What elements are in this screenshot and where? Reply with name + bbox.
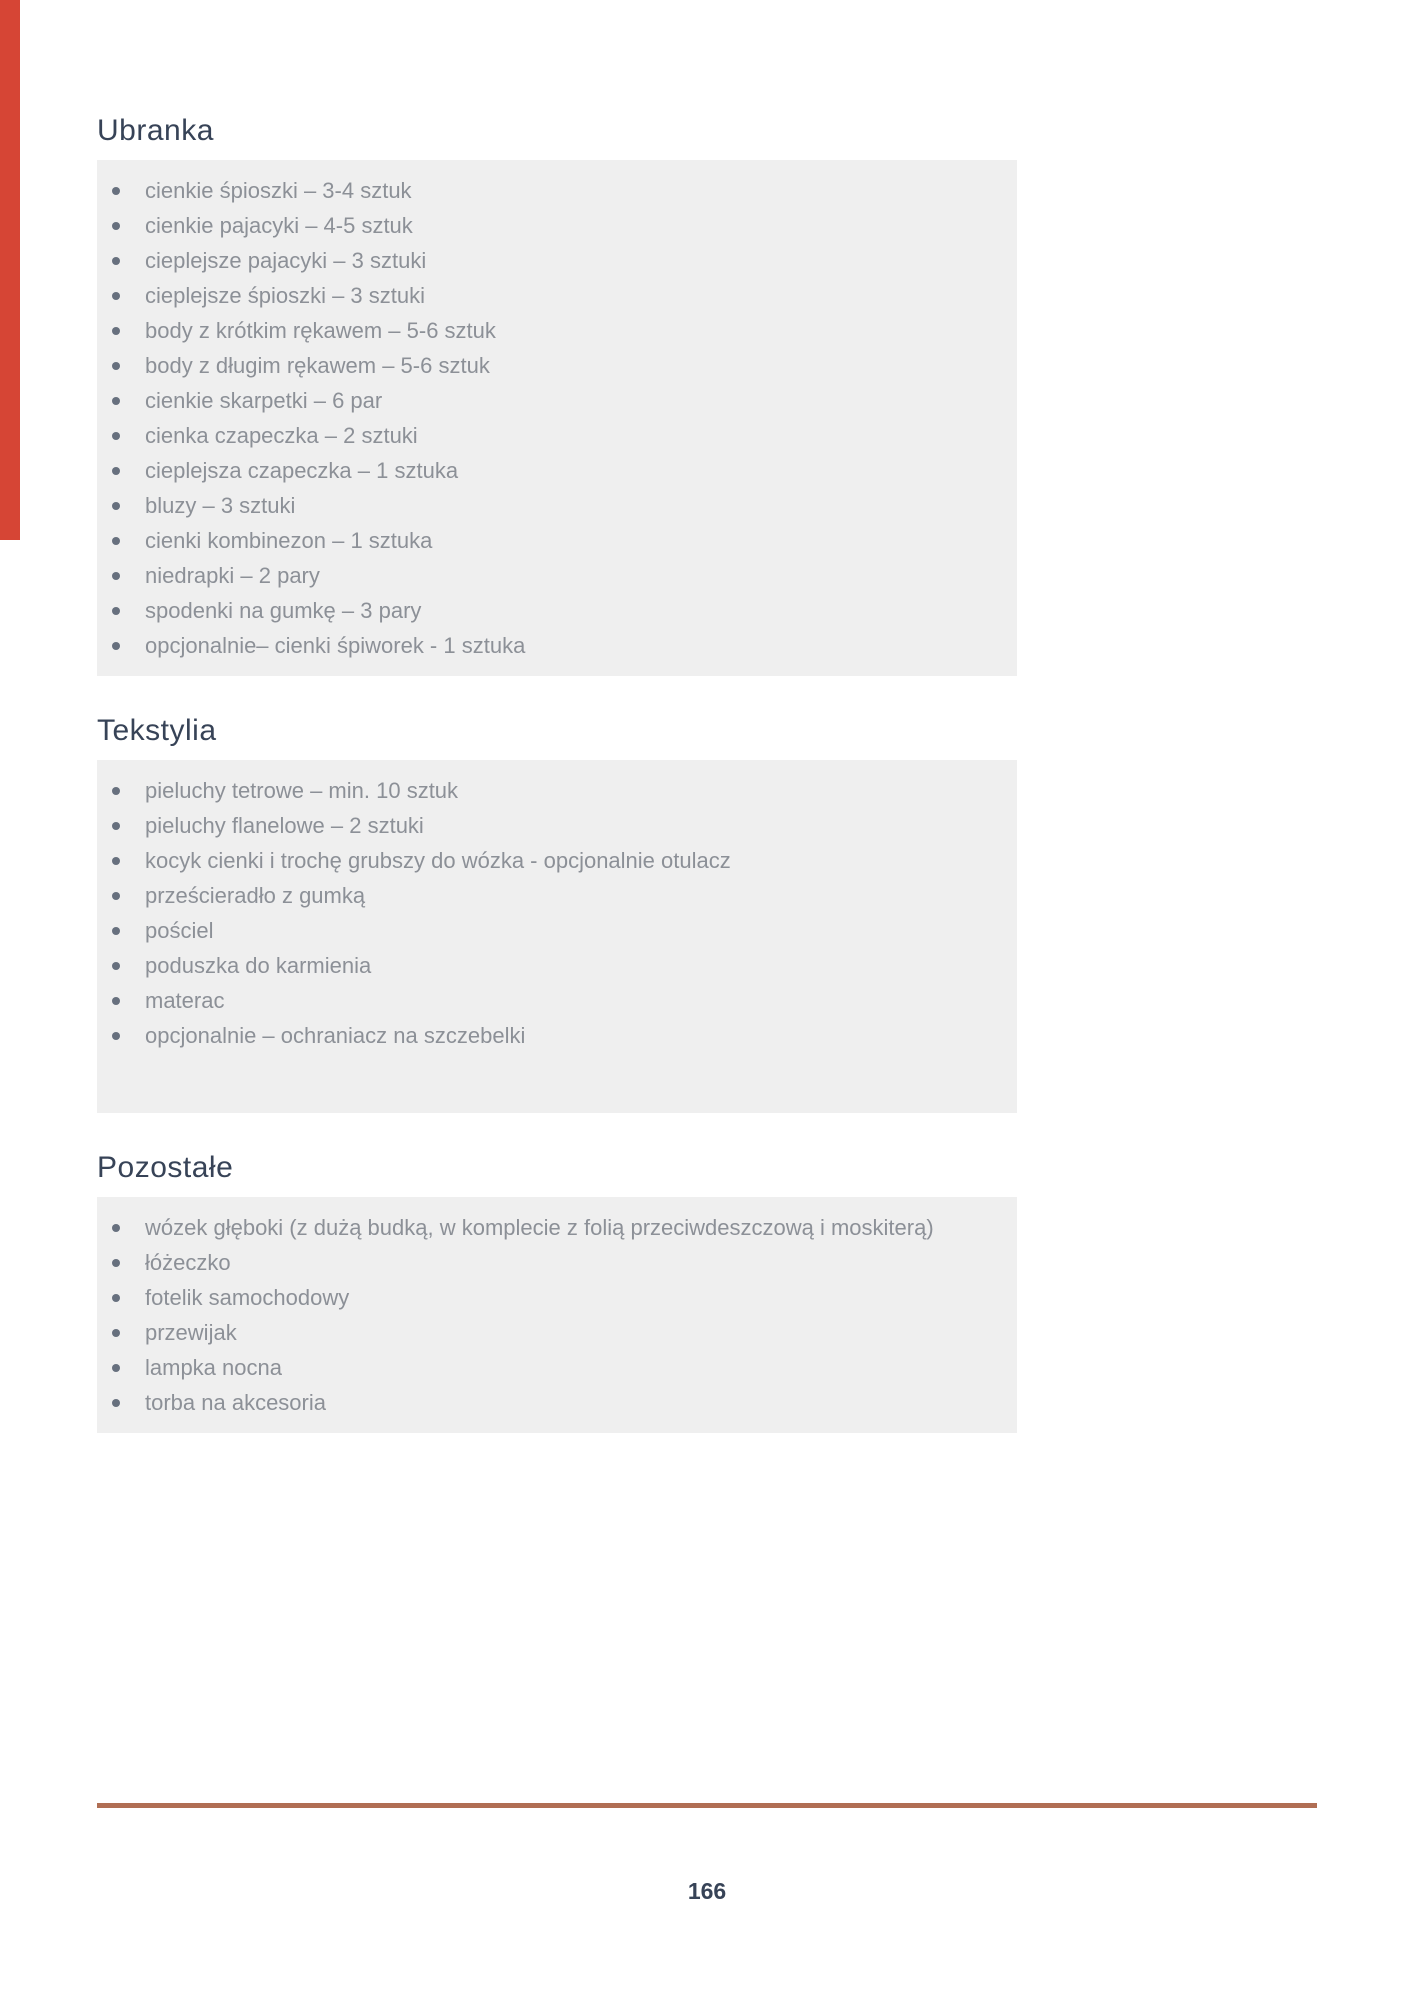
list-item [97, 913, 1017, 948]
list-item-text: poduszka do karmienia [145, 953, 372, 978]
list-item-text: bluzy – 3 sztuki [145, 493, 296, 518]
list-item-text: cienkie śpioszki – 3-4 sztuk [145, 178, 412, 203]
list-item [97, 843, 1017, 878]
section-title: Pozostałe [97, 1151, 234, 1184]
bullet-icon [112, 432, 120, 440]
list-item [97, 453, 1017, 488]
list-item [97, 278, 1017, 313]
list-item [97, 173, 1017, 208]
bullet-icon [112, 1032, 120, 1040]
bullet-icon [112, 997, 120, 1005]
list-item [97, 948, 1017, 983]
list-item [97, 348, 1017, 383]
list-item-text: cieplejsze śpioszki – 3 sztuki [145, 283, 426, 308]
list-item [97, 383, 1017, 418]
list-item [97, 808, 1017, 843]
list-item-text: spodenki na gumkę – 3 pary [145, 598, 422, 623]
bullet-icon [112, 292, 120, 300]
list-item [97, 1245, 1017, 1280]
section-textiles [97, 712, 1017, 1113]
list-item-text: body z długim rękawem – 5-6 sztuk [145, 353, 490, 378]
bullet-icon [112, 502, 120, 510]
list-item-text: cienkie pajacyki – 4-5 sztuk [145, 213, 413, 238]
list-item [97, 1018, 1017, 1053]
section-other [97, 1149, 1017, 1433]
page-content [97, 112, 1017, 1433]
bullet-icon [112, 822, 120, 830]
list-item-text: cienkie skarpetki – 6 par [145, 388, 383, 413]
list-item-text: pieluchy flanelowe – 2 sztuki [145, 813, 424, 838]
bullet-icon [112, 572, 120, 580]
bullet-icon [112, 467, 120, 475]
left-accent-strip [0, 0, 20, 540]
section-title: Ubranka [97, 114, 214, 147]
bullet-icon [112, 1329, 120, 1337]
bullet-icon [112, 1364, 120, 1372]
list-item [97, 558, 1017, 593]
bullet-icon [112, 892, 120, 900]
bullet-icon [112, 187, 120, 195]
list-item-text: pościel [145, 918, 214, 943]
list-item-text: przewijak [145, 1320, 237, 1345]
list-item-text: cienki kombinezon – 1 sztuka [145, 528, 433, 553]
list-item-text: prześcieradło z gumką [145, 883, 366, 908]
bullet-icon [112, 1224, 120, 1232]
bullet-icon [112, 222, 120, 230]
list-item [97, 488, 1017, 523]
list-item-text: pieluchy tetrowe – min. 10 sztuk [145, 778, 459, 803]
list-item-text: materac [145, 988, 225, 1013]
list-item-text: niedrapki – 2 pary [145, 563, 320, 588]
list-item-text: kocyk cienki i trochę grubszy do wózka - opcjonalnie otulacz [145, 848, 731, 873]
bullet-icon [112, 607, 120, 615]
list-item-text: wózek głęboki (z dużą budką, w komplecie z folią przeciwdeszczową i moskiterą) [145, 1215, 934, 1240]
page-number: 166 [687, 1878, 727, 1904]
section-title: Tekstylia [97, 714, 217, 747]
list-item-text: opcjonalnie– cienki śpiworek - 1 sztuka [145, 633, 526, 658]
bullet-icon [112, 962, 120, 970]
list-item-text: cieplejsza czapeczka – 1 sztuka [145, 458, 459, 483]
list-item [97, 773, 1017, 808]
list-item-text: opcjonalnie – ochraniacz na szczebelki [145, 1023, 526, 1048]
list-box [97, 760, 1017, 1113]
list-box [97, 1197, 1017, 1433]
bullet-icon [112, 927, 120, 935]
bullet-icon [112, 362, 120, 370]
bullet-icon [112, 642, 120, 650]
list-item-text: lampka nocna [145, 1355, 282, 1380]
bullet-icon [112, 327, 120, 335]
list-item [97, 983, 1017, 1018]
list-item-text: torba na akcesoria [145, 1390, 326, 1415]
list-item [97, 313, 1017, 348]
list-item [97, 593, 1017, 628]
list-box [97, 160, 1017, 676]
list-item-text: fotelik samochodowy [145, 1285, 350, 1310]
list-item [97, 628, 1017, 663]
list-item [97, 878, 1017, 913]
list-item [97, 243, 1017, 278]
bullet-icon [112, 1399, 120, 1407]
bullet-icon [112, 1259, 120, 1267]
bullet-icon [112, 257, 120, 265]
list-item [97, 1315, 1017, 1350]
list-item [97, 208, 1017, 243]
list-item [97, 1210, 1017, 1245]
bullet-icon [112, 397, 120, 405]
section-clothes [97, 112, 1017, 676]
list-item-text: cieplejsze pajacyki – 3 sztuki [145, 248, 427, 273]
list-item-text: cienka czapeczka – 2 sztuki [145, 423, 418, 448]
list-item [97, 523, 1017, 558]
list-item [97, 1350, 1017, 1385]
list-item [97, 1385, 1017, 1420]
bullet-icon [112, 857, 120, 865]
list-item-text: body z krótkim rękawem – 5-6 sztuk [145, 318, 496, 343]
divider-rule [97, 1803, 1317, 1808]
list-item [97, 418, 1017, 453]
list-item [97, 1280, 1017, 1315]
bullet-icon [112, 537, 120, 545]
bullet-icon [112, 1294, 120, 1302]
list-item-text: łóżeczko [145, 1250, 231, 1275]
bullet-icon [112, 787, 120, 795]
